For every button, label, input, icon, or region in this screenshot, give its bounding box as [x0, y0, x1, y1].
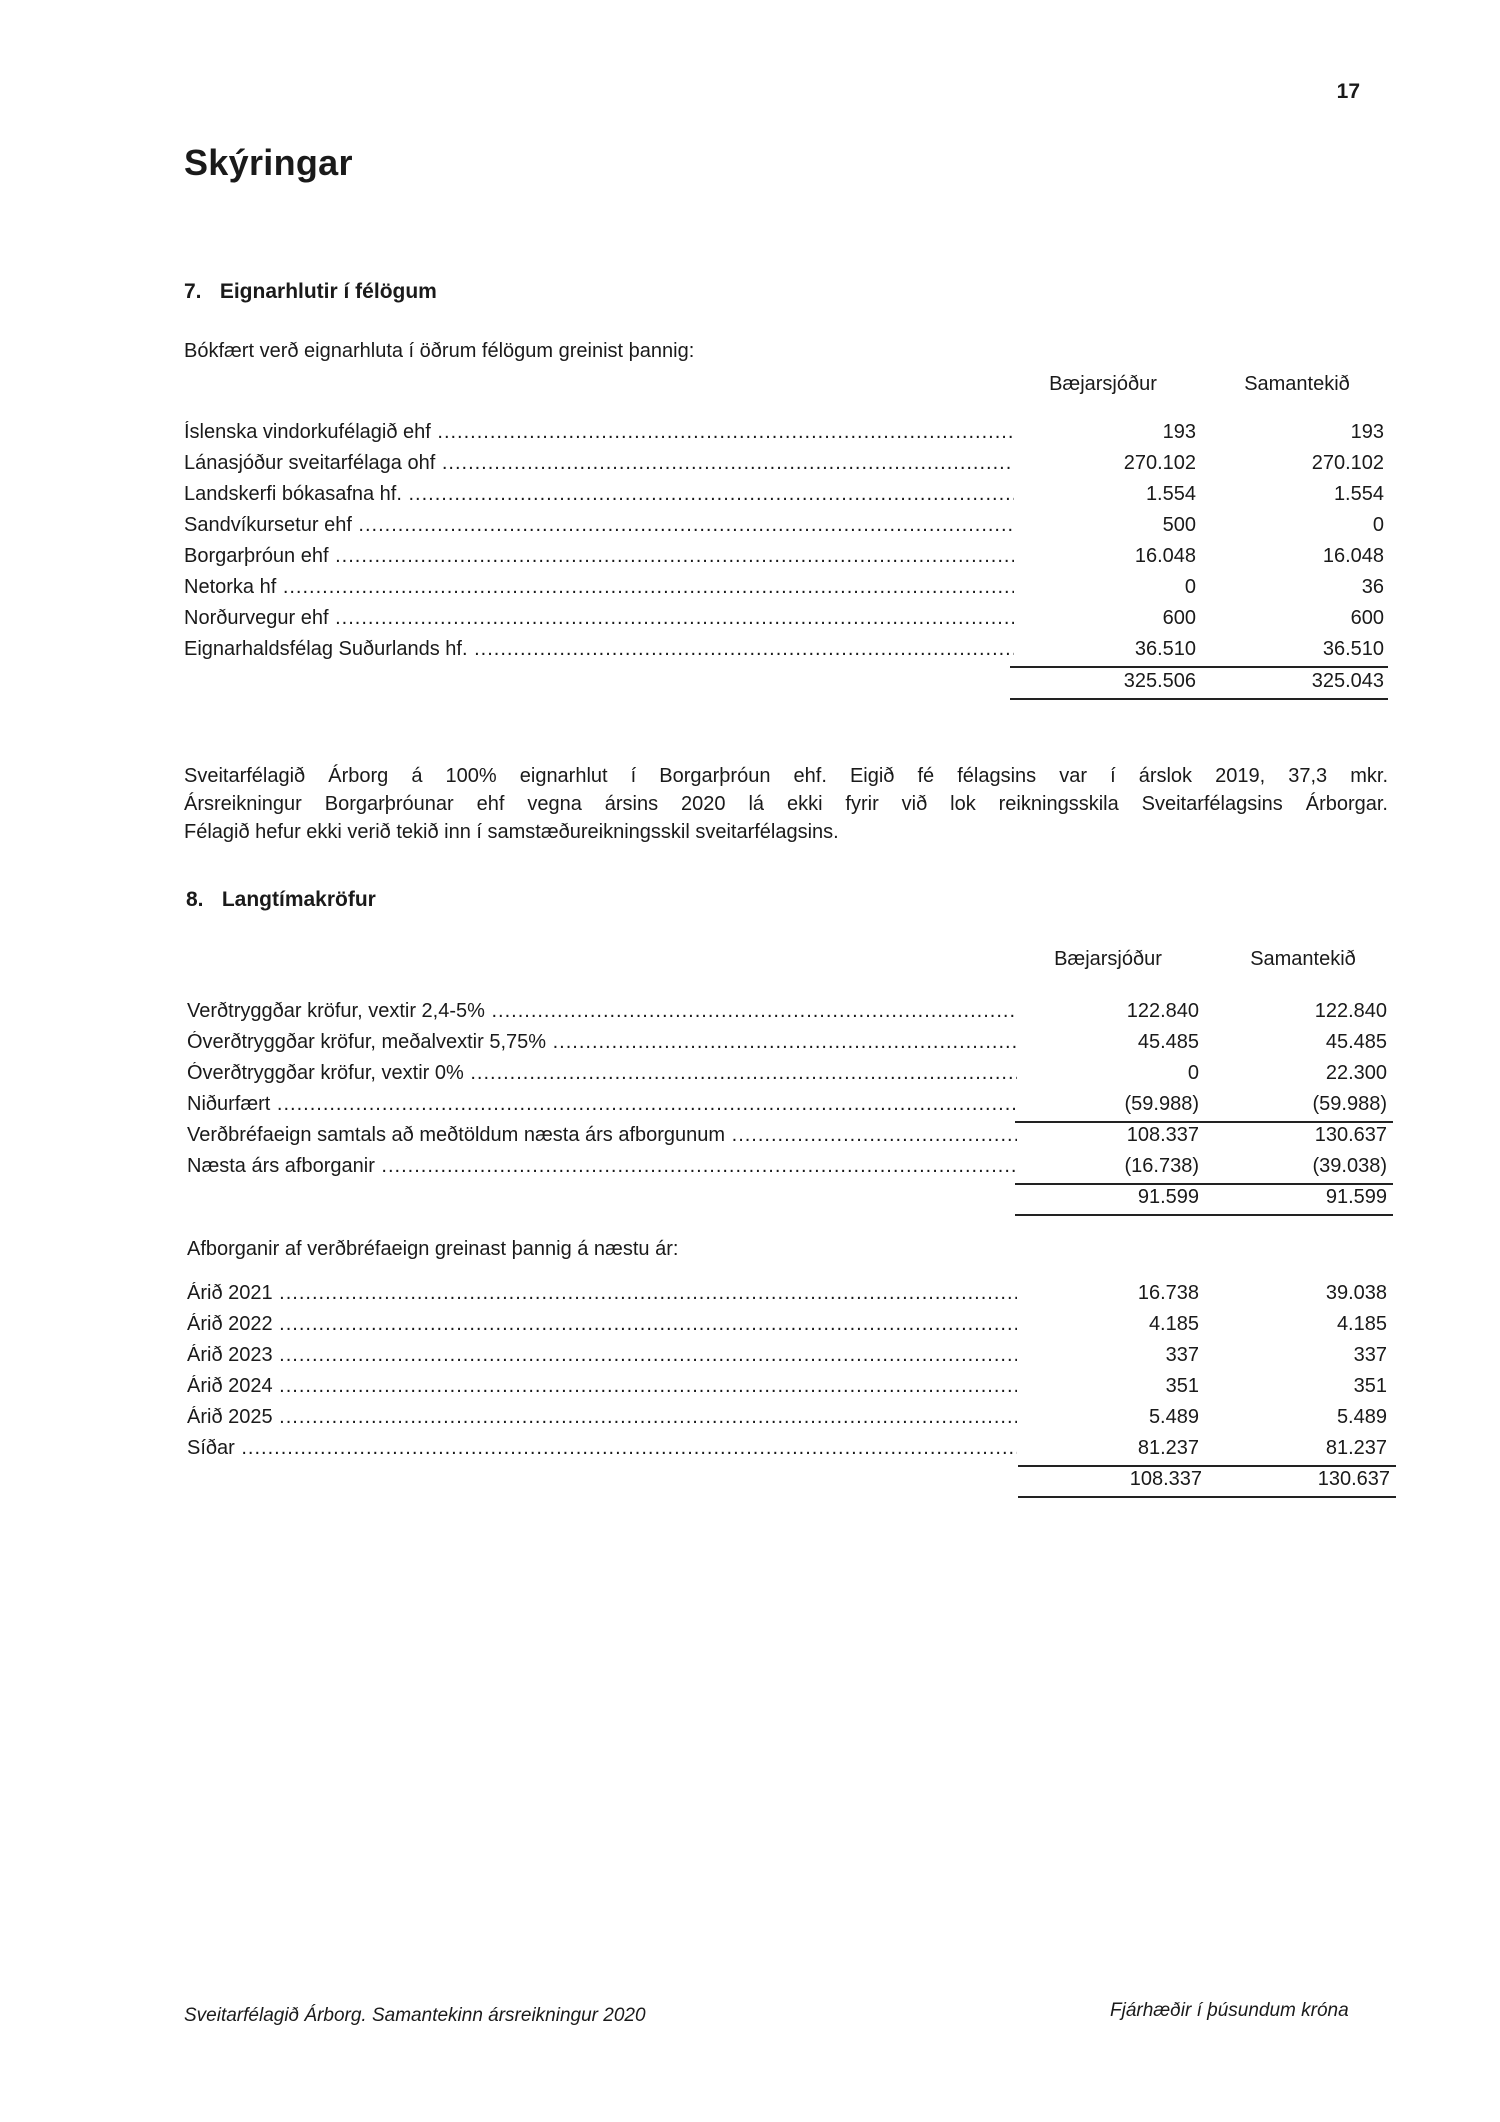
value-samantekid: 351	[1353, 1375, 1387, 1397]
total-baejarsjodur: 325.506	[1123, 670, 1196, 692]
total-rule	[1018, 1496, 1396, 1498]
table-row	[184, 576, 1394, 607]
value-baejarsjodur: 81.237	[1137, 1437, 1199, 1459]
table-row	[187, 1344, 1397, 1375]
row-label: Árið 2025 .....	[187, 1406, 1017, 1429]
value-baejarsjodur: 16.738	[1137, 1282, 1199, 1304]
value-samantekid: 337	[1353, 1344, 1387, 1366]
value-baejarsjodur: 5.489	[1148, 1406, 1199, 1428]
value-samantekid: 36.510	[1322, 638, 1384, 660]
value-baejarsjodur: 193	[1162, 421, 1196, 443]
value-samantekid: 5.489	[1336, 1406, 1387, 1428]
total-row	[190, 1468, 1400, 1499]
note-line-2: Ársreikningur Borgarþróunar ehf vegna ársins 2020 lá ekki fyrir við lok reikningsskila Sveitarfélagsins Árborgar.	[184, 793, 1388, 815]
row-label: Eignarhaldsfélag Suðurlands hf. .....	[184, 638, 1014, 661]
section-7-note	[184, 762, 1388, 846]
value-baejarsjodur: 4.185	[1148, 1313, 1199, 1335]
value-samantekid: 4.185	[1336, 1313, 1387, 1335]
column-header-baejarsjodur: Bæjarsjóður	[1049, 373, 1157, 395]
value-baejarsjodur: 0	[1187, 1062, 1199, 1084]
row-label: Næsta árs afborganir .....	[187, 1155, 1017, 1178]
row-label: Árið 2021 .....	[187, 1282, 1017, 1305]
row-label: Árið 2022 .....	[187, 1313, 1017, 1336]
table-row	[187, 1000, 1397, 1031]
table-row	[184, 638, 1394, 669]
value-samantekid: 193	[1350, 421, 1384, 443]
total-baejarsjodur: 91.599	[1137, 1186, 1199, 1208]
value-baejarsjodur: 600	[1162, 607, 1196, 629]
value-samantekid: (59.988)	[1312, 1093, 1387, 1115]
row-label: Niðurfært .....	[187, 1093, 1017, 1116]
subtotal-rule	[1018, 1465, 1396, 1467]
value-baejarsjodur: 122.840	[1126, 1000, 1199, 1022]
section-8-heading	[186, 888, 376, 912]
value-samantekid: 600	[1350, 607, 1384, 629]
value-samantekid: 122.840	[1314, 1000, 1387, 1022]
table-row	[184, 421, 1394, 452]
table-row	[187, 1375, 1397, 1406]
value-samantekid: 81.237	[1325, 1437, 1387, 1459]
table-row	[187, 1282, 1397, 1313]
value-samantekid: 45.485	[1325, 1031, 1387, 1053]
column-header-baejarsjodur: Bæjarsjóður	[1054, 948, 1162, 970]
note-line-1: Sveitarfélagið Árborg á 100% eignarhlut í Borgarþróun ehf. Eigið fé félagsins var í árslok 2019, 37,3 mkr.	[184, 765, 1388, 787]
row-label: Sandvíkursetur ehf .....	[184, 514, 1014, 537]
table-row	[187, 1062, 1397, 1093]
value-samantekid: 16.048	[1322, 545, 1384, 567]
value-samantekid: (39.038)	[1312, 1155, 1387, 1177]
section-8-number: 8.	[186, 888, 204, 911]
note-line-3: Félagið hefur ekki verið tekið inn í samstæðureikningsskil sveitarfélagsins.	[184, 821, 839, 843]
row-label: Verðbréfaeign samtals að meðtöldum næsta árs afborgunum .....	[187, 1124, 1017, 1147]
value-baejarsjodur: 0	[1184, 576, 1196, 598]
total-samantekid: 91.599	[1325, 1186, 1387, 1208]
table-row	[184, 545, 1394, 576]
value-baejarsjodur: 16.048	[1134, 545, 1196, 567]
row-label: Landskerfi bókasafna hf. .....	[184, 483, 1014, 506]
total-rule	[1015, 1214, 1393, 1216]
subtotal-rule	[1015, 1121, 1393, 1123]
table-row	[187, 1031, 1397, 1062]
value-baejarsjodur: 36.510	[1134, 638, 1196, 660]
table-row	[187, 1437, 1397, 1468]
row-label: Verðtryggðar kröfur, vextir 2,4-5% .....	[187, 1000, 1017, 1023]
row-label: Borgarþróun ehf .....	[184, 545, 1014, 568]
section-7-number: 7.	[184, 280, 202, 303]
schedule-intro: Afborganir af verðbréfaeign greinast þannig á næstu ár:	[187, 1238, 679, 1260]
table-row	[184, 514, 1394, 545]
value-baejarsjodur: (59.988)	[1124, 1093, 1199, 1115]
page-title: Skýringar	[184, 142, 353, 183]
value-samantekid: 36	[1361, 576, 1384, 598]
value-baejarsjodur: 351	[1165, 1375, 1199, 1397]
column-header-samantekid: Samantekið	[1244, 373, 1350, 395]
row-label: Síðar .....	[187, 1437, 1017, 1460]
value-samantekid: 39.038	[1325, 1282, 1387, 1304]
column-header-samantekid: Samantekið	[1250, 948, 1356, 970]
table-row	[187, 1155, 1397, 1186]
row-label: Árið 2024 .....	[187, 1375, 1017, 1398]
total-rule	[1010, 698, 1388, 700]
value-baejarsjodur: 500	[1162, 514, 1196, 536]
row-label: Íslenska vindorkufélagið ehf .....	[184, 421, 1014, 444]
value-baejarsjodur: 108.337	[1126, 1124, 1199, 1146]
table-row	[187, 1313, 1397, 1344]
value-samantekid: 22.300	[1325, 1062, 1387, 1084]
total-baejarsjodur: 108.337	[1129, 1468, 1202, 1490]
value-samantekid: 270.102	[1311, 452, 1384, 474]
section-7-title: Eignarhlutir í félögum	[219, 280, 437, 303]
row-label: Óverðtryggðar kröfur, meðalvextir 5,75% .....	[187, 1031, 1017, 1054]
subtotal-rule	[1015, 1183, 1393, 1185]
value-baejarsjodur: 270.102	[1123, 452, 1196, 474]
row-label: Lánasjóður sveitarfélaga ohf .....	[184, 452, 1014, 475]
section-8-title: Langtímakröfur	[221, 888, 376, 911]
table-row	[187, 1406, 1397, 1437]
table-row	[184, 607, 1394, 638]
subtotal-rule	[1010, 666, 1388, 668]
table-row	[184, 483, 1394, 514]
row-label: Norðurvegur ehf .....	[184, 607, 1014, 630]
row-label: Óverðtryggðar kröfur, vextir 0% .....	[187, 1062, 1017, 1085]
value-baejarsjodur: 1.554	[1145, 483, 1196, 505]
table-row	[187, 1093, 1397, 1124]
value-samantekid: 1.554	[1333, 483, 1384, 505]
value-baejarsjodur: (16.738)	[1124, 1155, 1199, 1177]
value-baejarsjodur: 45.485	[1137, 1031, 1199, 1053]
table-row	[187, 1124, 1397, 1155]
row-label: Árið 2023 .....	[187, 1344, 1017, 1367]
total-row	[187, 1186, 1397, 1217]
footer-right: Fjárhæðir í þúsundum króna	[1110, 2000, 1349, 2021]
section-7-intro: Bókfært verð eignarhluta í öðrum félögum greinist þannig:	[184, 340, 695, 362]
footer-left: Sveitarfélagið Árborg. Samantekinn ársreikningur 2020	[184, 2005, 646, 2026]
total-row	[184, 670, 1394, 701]
row-label: Netorka hf .....	[184, 576, 1014, 599]
page-number: 17	[1336, 80, 1360, 103]
value-samantekid: 130.637	[1314, 1124, 1387, 1146]
value-samantekid: 0	[1372, 514, 1384, 536]
total-samantekid: 130.637	[1317, 1468, 1390, 1490]
section-7-heading	[184, 280, 437, 304]
table-row	[184, 452, 1394, 483]
total-samantekid: 325.043	[1311, 670, 1384, 692]
value-baejarsjodur: 337	[1165, 1344, 1199, 1366]
